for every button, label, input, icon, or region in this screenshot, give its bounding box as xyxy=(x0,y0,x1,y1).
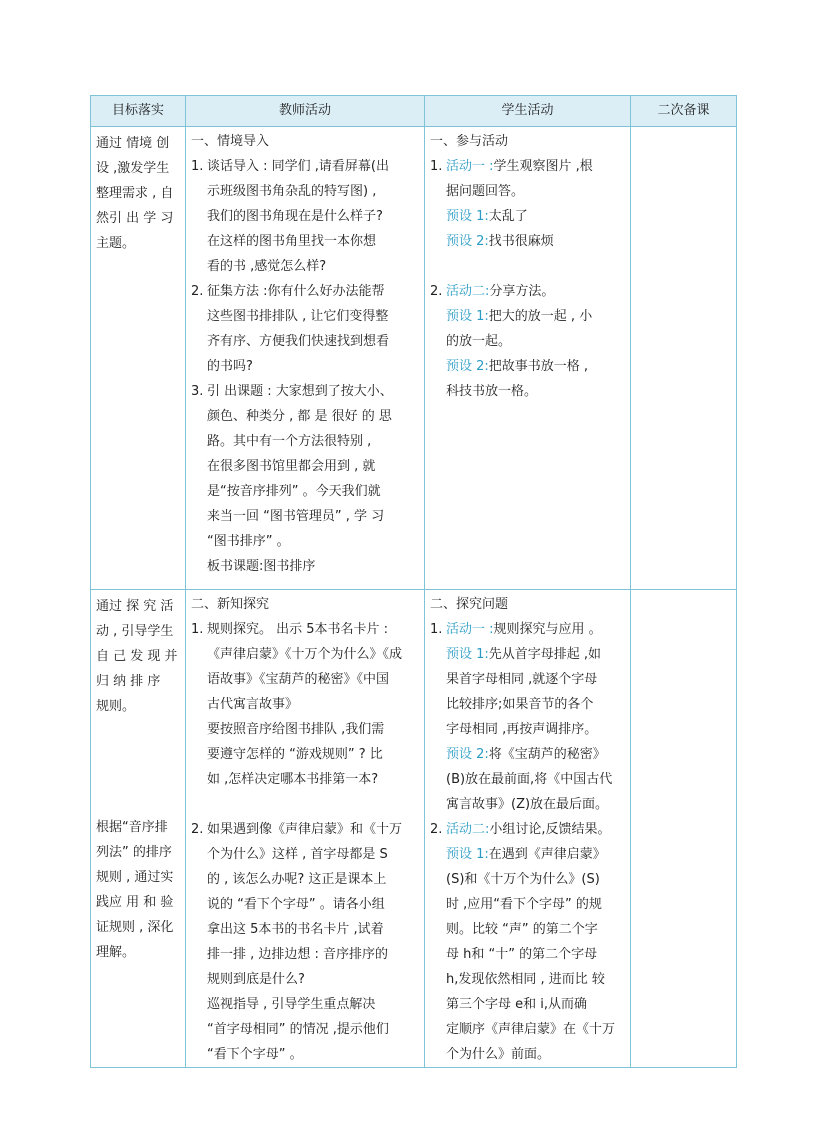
goal-line: 践应 用 和 验 xyxy=(96,895,174,910)
preset-text: h,发现依然相同 , 进而比 较 xyxy=(446,972,605,987)
item-line: 在很多图书馆里都会用到 , 就 xyxy=(207,459,376,474)
goal-line: 整理需求 , 自 xyxy=(96,186,174,201)
item-number: 1. xyxy=(430,622,443,637)
item-number: 2. xyxy=(191,822,204,837)
item-line: 板书课题:图书排序 xyxy=(207,559,316,574)
table-row xyxy=(91,590,737,1068)
header-notes: 二次备课 xyxy=(631,96,737,127)
preset-text: 个为什么》前面。 xyxy=(446,1047,551,1062)
goal-line: 通过 探 究 活 xyxy=(96,599,174,614)
item-number: 1. xyxy=(191,622,204,637)
goal-cell xyxy=(91,590,186,1068)
item-line: 路。其中有一个方法很特别 , xyxy=(207,434,372,449)
item-line: 来当一回 “图书管理员” , 学 习 xyxy=(207,509,385,524)
item-number: 2. xyxy=(430,284,443,299)
item-line: 的 , 该怎么办呢? 这正是课本上 xyxy=(207,872,387,887)
item-line: “图书排序” 。 xyxy=(207,534,290,549)
item-line: 古代寓言故事》 xyxy=(207,697,299,712)
item-line: 是“按音序排列” 。今天我们就 xyxy=(207,484,381,499)
header-student: 学生活动 xyxy=(425,96,631,127)
item-line: 示班级图书角杂乱的特写图) , xyxy=(207,184,377,199)
item-line: 征集方法 :你有什么好办法能帮 xyxy=(207,284,385,299)
activity-label: 活动一 : xyxy=(446,159,494,174)
activity-label: 活动二: xyxy=(446,284,490,299)
item-line: “看下个字母” 。 xyxy=(207,1047,303,1062)
item-line: 拿出这 5本书的书名卡片 ,试着 xyxy=(207,922,384,937)
list-item xyxy=(430,617,626,817)
item-line: 的书吗? xyxy=(207,359,253,374)
item-line: 个为什么》这样 , 首字母都是 S xyxy=(207,847,388,862)
lesson-plan-table xyxy=(90,95,737,1068)
goal-line: 动 , 引导学生 xyxy=(96,624,174,639)
item-line: 说的 “看下个字母” 。请各小组 xyxy=(207,897,385,912)
item-line: 如果遇到像《声律启蒙》和《十万 xyxy=(207,822,403,837)
notes-cell xyxy=(631,590,737,1068)
preset-text: 定顺序《声律启蒙》在《十万 xyxy=(446,1022,616,1037)
section-title: 二、新知探究 xyxy=(191,597,270,612)
item-line: 《声律启蒙》《十万个为什么》《成 xyxy=(207,647,403,662)
preset-text: 科技书放一格。 xyxy=(446,384,538,399)
item-line: 规则到底是什么? xyxy=(207,972,305,987)
goal-line: 理解。 xyxy=(96,945,136,960)
preset-text: 时 ,应用“看下个字母” 的规 xyxy=(446,897,602,912)
preset-text: 字母相同 ,再按声调排序。 xyxy=(446,722,598,737)
table-row xyxy=(91,127,737,590)
list-item xyxy=(191,817,420,1067)
item-line: 学生观察图片 ,根 xyxy=(493,159,593,174)
preset-label: 预设 1: xyxy=(446,309,489,324)
preset-label: 预设 1: xyxy=(446,647,489,662)
goal-line: 规则。 xyxy=(96,699,136,714)
item-line: 齐有序、方便我们快速找到想看 xyxy=(207,334,390,349)
goal-line: 主题。 xyxy=(96,236,136,251)
preset-text: 母 h和 “十” 的第二个字母 xyxy=(446,947,598,962)
preset-text: 先从首字母排起 ,如 xyxy=(488,647,602,662)
section-title: 一、情境导入 xyxy=(191,134,270,149)
item-line: 我们的图书角现在是什么样子? xyxy=(207,209,383,224)
goal-line: 自 己 发 现 并 xyxy=(96,649,178,664)
preset-text: 在遇到《声律启蒙》 xyxy=(488,847,606,862)
item-number: 2. xyxy=(191,284,204,299)
preset-text: 果首字母相同 ,就逐个字母 xyxy=(446,672,598,687)
item-line: 排一排 , 边排边想 : 音序排序的 xyxy=(207,947,389,962)
activity-label: 活动二: xyxy=(446,822,490,837)
preset-text: 的放一起。 xyxy=(446,334,512,349)
list-item xyxy=(191,617,420,792)
goal-line: 通过 情境 创 xyxy=(96,136,170,151)
item-number: 1. xyxy=(430,159,443,174)
item-line: 要遵守怎样的 “游戏规则” ? 比 xyxy=(207,747,383,762)
item-line: 如 ,怎样决定哪本书排第一本? xyxy=(207,772,379,787)
preset-text: 寓言故事》(Z)放在最后面。 xyxy=(446,797,609,812)
preset-text: (S)和《十万个为什么》(S) xyxy=(446,872,600,887)
list-item xyxy=(430,279,626,404)
header-teacher: 教师活动 xyxy=(186,96,425,127)
preset-text: 比较排序;如果音节的各个 xyxy=(446,697,594,712)
teacher-cell xyxy=(186,127,425,590)
goal-line: 归 纳 排 序 xyxy=(96,674,161,689)
preset-text: 将《宝葫芦的秘密》 xyxy=(488,747,606,762)
list-item xyxy=(430,817,626,1067)
item-line: 据问题回答。 xyxy=(446,184,525,199)
section-title: 二、探究问题 xyxy=(430,597,509,612)
table-header-row xyxy=(91,96,737,127)
item-line: 谈话导入 : 同学们 ,请看屏幕(出 xyxy=(207,159,389,174)
item-number: 2. xyxy=(430,822,443,837)
preset-text: 太乱了 xyxy=(488,209,528,224)
preset-text: 把大的放一起 , 小 xyxy=(488,309,593,324)
item-line: 颜色、种类分 , 都 是 很好 的 思 xyxy=(207,409,392,424)
list-item xyxy=(191,279,420,379)
item-line: 语故事》《宝葫芦的秘密》《中国 xyxy=(207,672,390,687)
preset-text: 则。比较 “声” 的第二个字 xyxy=(446,922,598,937)
section-title: 一、参与活动 xyxy=(430,134,509,149)
item-line: 在这样的图书角里找一本你想 xyxy=(207,234,377,249)
preset-label: 预设 1: xyxy=(446,209,489,224)
preset-label: 预设 2: xyxy=(446,234,489,249)
goal-cell xyxy=(91,127,186,590)
item-number: 3. xyxy=(191,384,204,399)
item-line: 看的书 ,感觉怎么样? xyxy=(207,259,327,274)
goal-line: 规则 , 通过实 xyxy=(96,870,174,885)
goal-line: 设 ,激发学生 xyxy=(96,161,170,176)
list-item xyxy=(191,154,420,279)
preset-text: (B)放在最前面,将《中国古代 xyxy=(446,772,613,787)
item-line: “首字母相同” 的情况 ,提示他们 xyxy=(207,1022,389,1037)
list-item xyxy=(430,154,626,254)
preset-text: 第三个字母 e和 i,从而确 xyxy=(446,997,588,1012)
item-number: 1. xyxy=(191,159,204,174)
item-line: 规则探究与应用 。 xyxy=(493,622,602,637)
preset-text: 把故事书放一格 , xyxy=(488,359,589,374)
item-line: 要按照音序给图书排队 ,我们需 xyxy=(207,722,385,737)
goal-line: 证规则 , 深化 xyxy=(96,920,174,935)
preset-text: 找书很麻烦 xyxy=(488,234,554,249)
list-item xyxy=(191,379,420,579)
goal-line: 根据“音序排 xyxy=(96,820,168,835)
teacher-cell xyxy=(186,590,425,1068)
notes-cell xyxy=(631,127,737,590)
goal-line: 列法” 的排序 xyxy=(96,845,172,860)
preset-label: 预设 2: xyxy=(446,359,489,374)
item-line: 引 出课题 : 大家想到了按大小、 xyxy=(207,384,393,399)
item-line: 分享方法。 xyxy=(489,284,555,299)
student-cell xyxy=(425,127,631,590)
goal-line: 然引 出 学 习 xyxy=(96,211,174,226)
student-cell xyxy=(425,590,631,1068)
item-line: 规则探究。 出示 5本书名卡片 : xyxy=(207,622,389,637)
preset-label: 预设 2: xyxy=(446,747,489,762)
activity-label: 活动一 : xyxy=(446,622,494,637)
preset-label: 预设 1: xyxy=(446,847,489,862)
header-goal: 目标落实 xyxy=(91,96,186,127)
item-line: 这些图书排排队 , 让它们变得整 xyxy=(207,309,389,324)
item-line: 小组讨论,反馈结果。 xyxy=(489,822,611,837)
item-line: 巡视指导 , 引导学生重点解决 xyxy=(207,997,376,1012)
